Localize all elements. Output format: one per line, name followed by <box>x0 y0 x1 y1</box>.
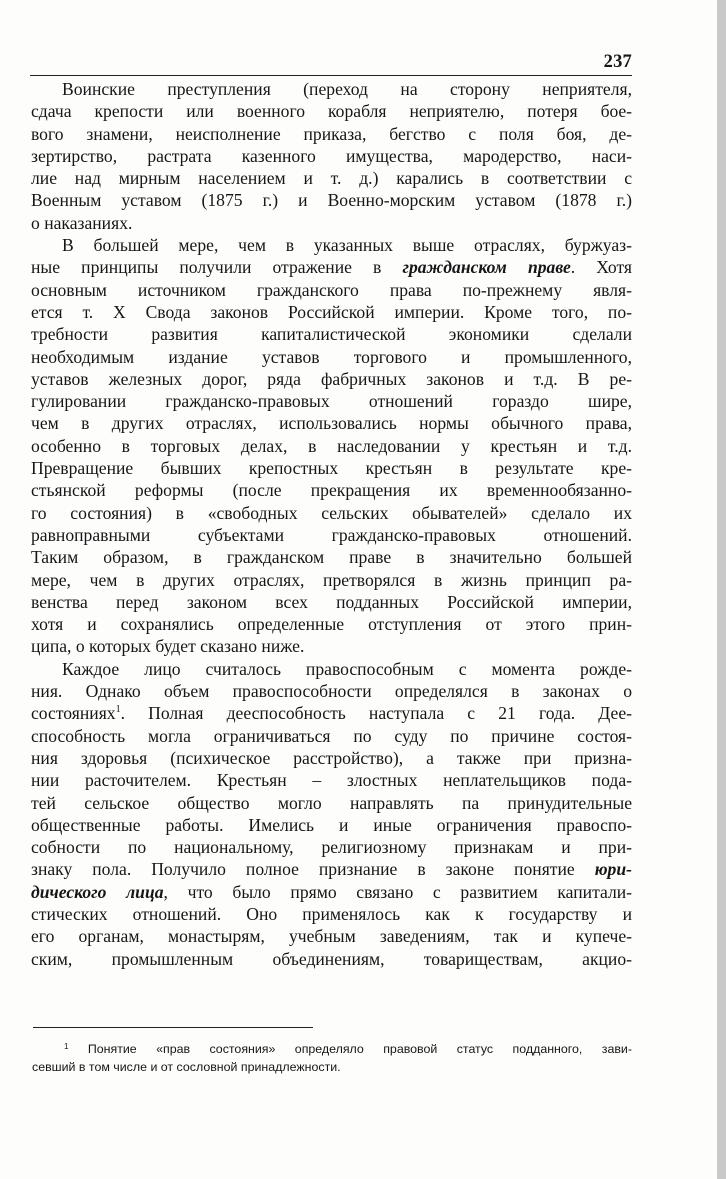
term-legal-entity: юри- <box>594 859 632 880</box>
text-line: В большей мере, чем в указанных выше отраслях, буржуаз- <box>62 235 632 256</box>
text-line: Превращение бывших крепостных крестьян в результате кре- <box>31 458 632 479</box>
text-line: мере, чем в других отраслях, претворялся в жизнь принцип ра- <box>31 569 632 590</box>
text-line: чем в других отраслях, использовались нормы обычного права, <box>31 413 632 434</box>
text-line: Каждое лицо считалось правоспособным с момента рожде- <box>62 658 632 679</box>
text-line: сдача крепости или военного корабля неприятелю, потеря боe- <box>31 101 632 122</box>
text-line: способность могла ограничиваться по суду по причине состоя- <box>31 725 632 746</box>
text-line: стьянской реформы (после прекращения их временнообязанно- <box>31 480 632 501</box>
text-line <box>31 256 632 278</box>
footnote <box>32 1040 632 1076</box>
text-line: общественные работы. Имелись и иные ограничения правоспо- <box>31 814 632 835</box>
paragraph-2 <box>31 234 632 658</box>
text-line: ским, промышленным объединениям, товариществам, акцио- <box>31 948 632 969</box>
footnote-reference: 1 <box>115 704 121 716</box>
page-number: 237 <box>603 52 632 72</box>
text-fragment: ные принципы получили отражение в <box>31 257 403 278</box>
text-line: стических отношений. Оно применялось как к государству и <box>31 903 632 924</box>
body-text <box>31 78 632 970</box>
paragraph-3 <box>31 658 632 970</box>
text-line: ципа, о которых будет сказано ниже. <box>31 636 305 657</box>
text-fragment: . Хотя <box>570 257 632 278</box>
text-line: основным источником гражданского права по-прежнему явля- <box>31 279 632 300</box>
text-line: его органам, монастырям, учебным заведениям, так и купече- <box>31 926 632 947</box>
text-line: лие над мирным населением и т. д.) карались в соответствии с <box>31 168 632 189</box>
text-line: особенно в торговых делах, в наследовании у крестьян и т.д. <box>31 435 632 456</box>
text-line: вого знамени, неисполнение приказа, бегство с поля боя, де- <box>31 123 632 144</box>
page-edge-shadow <box>717 0 726 1179</box>
text-line: зертирство, растрата казенного имущества, мародерство, наси- <box>31 145 632 166</box>
text-line: нии расточителем. Крестьян – злостных неплательщиков пода- <box>31 770 632 791</box>
text-line: ния. Однако объем правоспособности определялся в законах о <box>31 681 632 702</box>
term-legal-entity: дического лица <box>31 881 164 902</box>
term-civil-law: гражданском праве <box>402 257 571 278</box>
text-line: Воинские преступления (переход на сторону неприятеля, <box>62 79 632 99</box>
text-line: венства перед законом всех подданных Российской империи, <box>31 591 632 612</box>
text-fragment: знаку пола. Получило полное признание в законе понятие <box>31 859 595 880</box>
text-fragment: состояниях <box>31 703 116 724</box>
paragraph-1 <box>31 78 632 234</box>
text-line <box>31 858 632 880</box>
text-line: Военным уставом (1875 г.) и Военно-морским уставом (1878 г.) <box>31 190 632 211</box>
footnote-mark: 1 <box>64 1042 69 1051</box>
text-line <box>31 702 632 724</box>
text-line <box>31 881 632 903</box>
footnote-line: севший в том числе и от сословной принадлежности. <box>32 1060 341 1074</box>
text-line: гулировании гражданско-правовых отношений гораздо шире, <box>31 391 632 412</box>
text-fragment: , что было прямо связано с развитием капитали- <box>163 881 632 902</box>
text-line: го состояния) в «свободных сельских обывателей» сделало их <box>31 502 632 523</box>
text-line: о наказаниях. <box>31 212 133 233</box>
text-fragment: . Полная дееспособность наступала с 21 года. Дее- <box>120 703 632 724</box>
text-line: равноправными субъектами гражданско-правовых отношений. <box>31 524 632 545</box>
text-line: тей сельское общество могло направлять па принудительные <box>31 792 632 813</box>
text-line: собности по национальному, религиозному признакам и при- <box>31 837 632 858</box>
text-line: хотя и сохранялись определенные отступления от этого прин- <box>31 614 632 635</box>
text-line: ния здоровья (психическое расстройство), а также при призна- <box>31 747 632 768</box>
footnote-rule <box>33 1027 313 1028</box>
text-line: ется т. X Свода законов Российской империи. Кроме того, по- <box>31 301 632 322</box>
text-line: уставов железных дорог, ряда фабричных законов и т.д. В ре- <box>31 368 632 389</box>
text-fragment: Понятие «прав состояния» определяло правовой статус подданного, зави- <box>87 1042 632 1056</box>
footnote-line <box>32 1040 632 1058</box>
header-rule <box>30 75 632 76</box>
text-line: необходимым издание уставов торгового и промышленного, <box>31 346 632 367</box>
text-line: Таким образом, в гражданском праве в значительно большей <box>31 547 632 568</box>
text-line: требности развития капиталистической экономики сделали <box>31 324 632 345</box>
